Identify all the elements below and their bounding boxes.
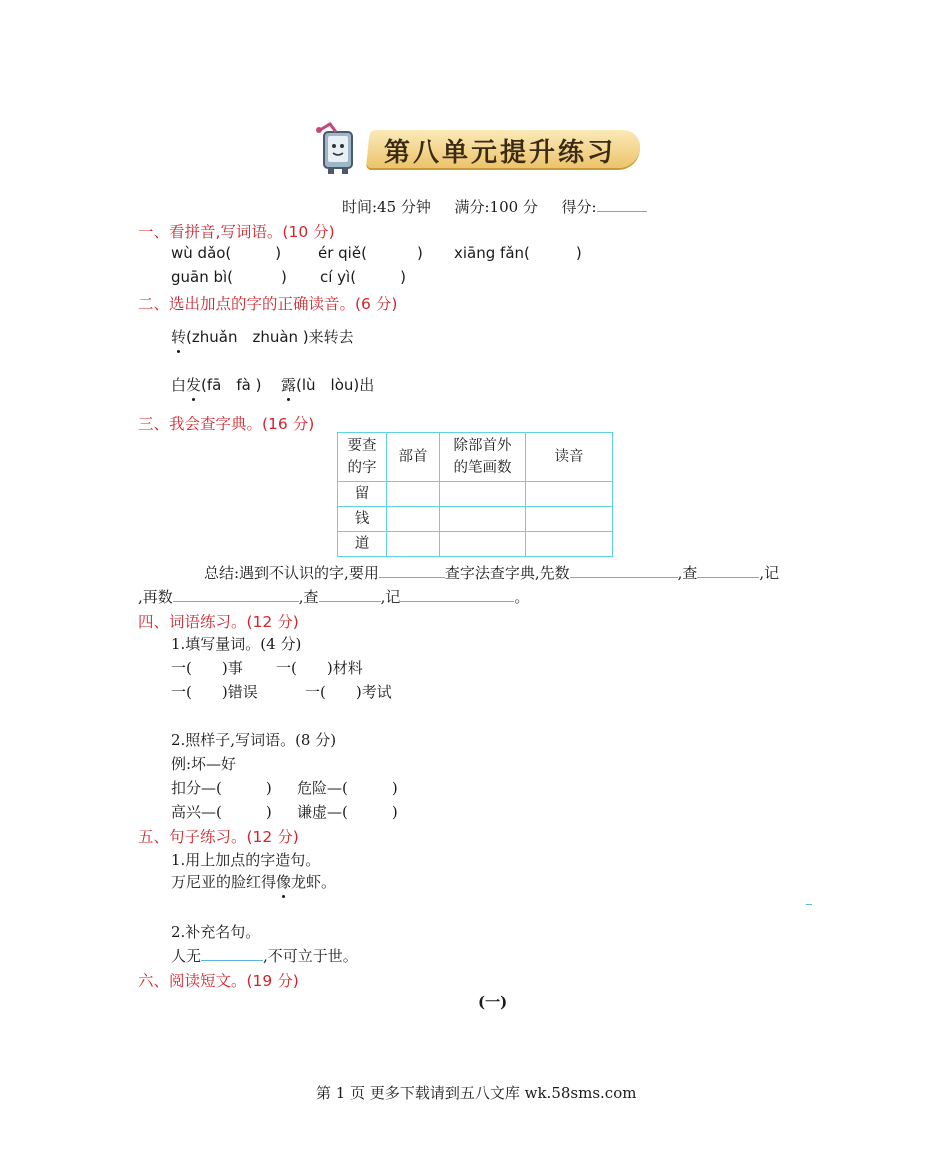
q4-measure-word-1[interactable]: 一( )事	[171, 659, 243, 677]
table-cell-char: 钱	[338, 507, 387, 532]
quote-text: ,不可立于世。	[263, 947, 358, 965]
q2-pre-2: 白	[171, 376, 187, 394]
q1-item-5-text: cí yì(	[320, 268, 357, 286]
table-row	[338, 507, 613, 532]
q1-item-2-close: )	[416, 244, 423, 262]
table-header-cell	[440, 433, 526, 482]
q5-heading: 五、句子练习。(12 分)	[138, 828, 299, 846]
sentence-text: 龙虾。	[291, 873, 337, 891]
title-banner	[310, 122, 642, 174]
summary-text: ,查	[677, 564, 698, 582]
summary-blank-6[interactable]	[400, 587, 514, 602]
q4-measure-word-3[interactable]: 一( )错误	[171, 683, 258, 701]
q4-measure-word-2[interactable]: 一( )材料	[276, 659, 363, 677]
q1-item-1-close: )	[275, 244, 282, 262]
table-header-cell	[526, 433, 613, 482]
table-cell-blank[interactable]	[387, 507, 440, 532]
table-cell-blank[interactable]	[440, 482, 526, 507]
summary-blank-4[interactable]	[173, 587, 299, 602]
q3-heading: 三、我会查字典。(16 分)	[138, 415, 315, 433]
table-header-cell	[387, 433, 440, 482]
q1-item-5	[320, 268, 406, 286]
q2-dotted-char-1: 转	[171, 328, 187, 346]
header-line: 除部首外	[453, 438, 512, 454]
pair-close: )	[391, 803, 398, 821]
table-header-row	[338, 433, 613, 482]
summary-text: 总结:遇到不认识的字,要用	[204, 564, 379, 582]
q2-dotted-char-3: 露	[281, 376, 297, 394]
table-cell-blank[interactable]	[387, 532, 440, 557]
table-cell-blank[interactable]	[526, 482, 613, 507]
summary-text: ,查	[298, 588, 319, 606]
meta-line	[342, 196, 647, 217]
pair-text: 高兴—(	[171, 803, 222, 821]
q2-line-2	[171, 374, 374, 395]
q1-item-4-close: )	[281, 268, 287, 286]
book-mascot-icon	[310, 120, 366, 176]
summary-text: ,记	[759, 564, 780, 582]
q2-options-3[interactable]: (lù lòu)	[296, 376, 360, 394]
q1-item-3-close: )	[575, 244, 582, 262]
q2-rest-1: 来转去	[308, 328, 354, 346]
page-title: 第八单元提升练习	[384, 138, 617, 168]
q5-sub-2: 2.补充名句。	[171, 923, 261, 941]
q2-line-1	[171, 326, 354, 347]
table-cell-char: 道	[338, 532, 387, 557]
q3-summary-line-2	[138, 586, 529, 607]
pair-text: 危险—(	[297, 779, 348, 797]
summary-text: ,记	[380, 588, 401, 606]
q4-pair-3[interactable]	[171, 801, 272, 822]
q5-sentence	[171, 871, 336, 892]
q5-sub-1: 1.用上加点的字造句。	[171, 851, 321, 869]
page-footer: 第 1 页 更多下载请到五八文库 wk.58sms.com	[316, 1084, 637, 1102]
table-cell-blank[interactable]	[387, 482, 440, 507]
table-cell-blank[interactable]	[440, 532, 526, 557]
header-line: 部首	[398, 449, 428, 465]
q1-heading: 一、看拼音,写词语。(10 分)	[138, 223, 335, 241]
q1-item-3	[454, 244, 582, 262]
pair-text: 谦虚—(	[297, 803, 348, 821]
summary-text: ,再数	[138, 588, 173, 606]
table-header-cell	[338, 433, 387, 482]
answer-line-mark	[806, 904, 812, 905]
q1-item-4	[171, 268, 287, 286]
q5-dotted-char: 像	[276, 873, 292, 891]
q2-options-1[interactable]: (zhuǎn zhuàn )	[186, 328, 309, 346]
q2-heading: 二、选出加点的字的正确读音。(6 分)	[138, 295, 398, 313]
q6-heading: 六、阅读短文。(19 分)	[138, 972, 299, 990]
table-row	[338, 482, 613, 507]
q1-item-1	[171, 244, 281, 262]
score-blank[interactable]	[597, 197, 647, 212]
q1-item-2-text: ér qiě(	[318, 244, 367, 262]
q4-heading: 四、词语练习。(12 分)	[138, 613, 299, 631]
table-cell-blank[interactable]	[526, 532, 613, 557]
table-cell-char: 留	[338, 482, 387, 507]
pair-close: )	[391, 779, 398, 797]
summary-blank-3[interactable]	[697, 563, 759, 578]
quote-text: 人无	[171, 947, 202, 965]
full-score-label: 满分:100 分	[454, 198, 538, 216]
q4-pair-2[interactable]	[297, 777, 398, 798]
summary-blank-5[interactable]	[319, 587, 381, 602]
q1-item-2	[318, 244, 423, 262]
q1-item-5-close: )	[400, 268, 406, 286]
q2-dotted-char-2: 发	[186, 376, 202, 394]
q4-sub-1: 1.填写量词。(4 分)	[171, 635, 302, 653]
summary-text: 查字法查字典,先数	[444, 564, 570, 582]
q2-rest-3: 出	[359, 376, 375, 394]
q3-summary-line-1	[204, 562, 779, 583]
pair-close: )	[265, 803, 272, 821]
header-line: 的字	[347, 460, 377, 476]
dictionary-table	[337, 432, 613, 557]
q6-part-label: (一)	[478, 993, 508, 1011]
quote-blank[interactable]	[201, 946, 263, 961]
q4-pair-4[interactable]	[297, 801, 398, 822]
pair-text: 扣分—(	[171, 779, 222, 797]
q5-quote	[171, 945, 358, 966]
header-line: 要查	[347, 438, 377, 454]
header-line: 读音	[554, 449, 584, 465]
q4-sub-2: 2.照样子,写词语。(8 分)	[171, 731, 337, 749]
summary-blank-1[interactable]	[379, 563, 445, 578]
q1-item-3-text: xiāng fǎn(	[454, 244, 530, 262]
q1-item-4-text: guān bì(	[171, 268, 234, 286]
sentence-text: 万尼亚的脸红得	[171, 873, 277, 891]
q4-example: 例:坏—好	[171, 755, 237, 773]
q1-item-1-text: wù dǎo(	[171, 244, 232, 262]
summary-text: 。	[514, 588, 530, 606]
q2-options-2[interactable]: (fā fà )	[201, 376, 262, 394]
summary-blank-2[interactable]	[570, 563, 678, 578]
time-label: 时间:45 分钟	[342, 198, 431, 216]
q4-measure-word-4[interactable]: 一( )考试	[305, 683, 392, 701]
pair-close: )	[265, 779, 272, 797]
table-cell-blank[interactable]	[526, 507, 613, 532]
table-cell-blank[interactable]	[440, 507, 526, 532]
score-label: 得分:	[561, 198, 597, 216]
header-line: 的笔画数	[453, 460, 512, 476]
table-row	[338, 532, 613, 557]
q4-pair-1[interactable]	[171, 777, 272, 798]
